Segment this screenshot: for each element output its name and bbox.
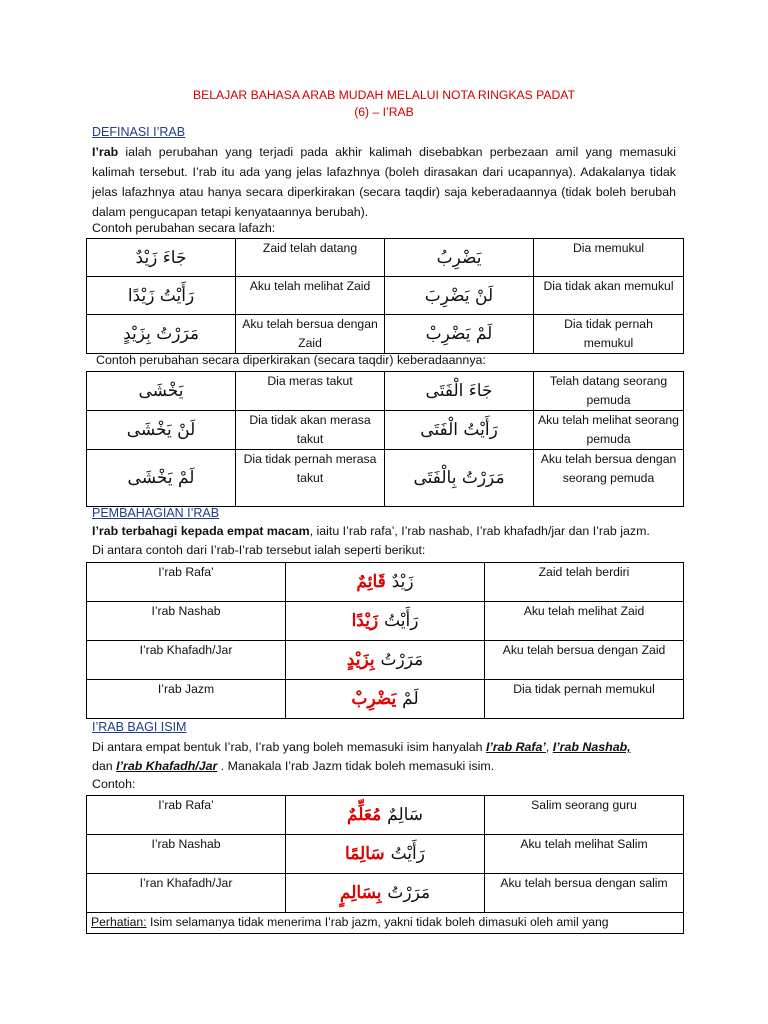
meaning-cell: Aku telah melihat seorang pemuda bbox=[534, 411, 684, 450]
table-row bbox=[87, 835, 684, 874]
arabic-plain: لَمْ bbox=[402, 689, 419, 709]
example2-label: Contoh perubahan secara diperkirakan (secara taqdir) keberadaannya: bbox=[96, 353, 486, 367]
arabic-cell: رَأَيْتُ الْفَتَى bbox=[385, 411, 534, 450]
arabic-cell: جَاءَ الْفَتَى bbox=[385, 372, 534, 411]
arabic-highlight: بِسَالِمٍ bbox=[339, 883, 382, 903]
irab-name-cell: I’rab Nashab bbox=[87, 602, 286, 641]
meaning-cell: Aku telah melihat Zaid bbox=[485, 602, 684, 641]
arabic-cell bbox=[286, 796, 485, 835]
table-row bbox=[87, 563, 684, 602]
isim-line2 bbox=[92, 759, 494, 773]
arabic-cell: مَرَرْتُ بِزَيْدٍ bbox=[87, 315, 236, 354]
table-row-note bbox=[87, 913, 684, 934]
arabic-highlight: زَيْدًا bbox=[351, 611, 379, 631]
meaning-cell: Aku telah bersua dengan Zaid bbox=[236, 315, 385, 354]
arabic-cell: رَأَيْتُ زَيْدًا bbox=[87, 277, 236, 315]
table-row bbox=[87, 796, 684, 835]
arabic-cell: يَخْشَى bbox=[87, 372, 236, 411]
arabic-cell: مَرَرْتُ بِالْفَتَى bbox=[385, 450, 534, 507]
irab-name-cell: I’rab Nashab bbox=[87, 835, 286, 874]
meaning-cell: Dia tidak akan merasa takut bbox=[236, 411, 385, 450]
pembahagian-line2: Di antara contoh dari I’rab-I’rab tersebut ialah seperti berikut: bbox=[92, 543, 426, 557]
meaning-cell: Aku telah bersua dengan salim bbox=[485, 874, 684, 913]
arabic-plain: زَيْدٌ bbox=[391, 572, 414, 592]
table-row bbox=[87, 372, 684, 411]
table-row bbox=[87, 641, 684, 680]
arabic-highlight: مُعَلِّمٌ bbox=[346, 805, 382, 825]
meaning-cell: Dia tidak pernah memukul bbox=[534, 315, 684, 354]
arabic-plain: مَرَرْتُ bbox=[380, 650, 424, 670]
arabic-highlight: سَالِمًا bbox=[345, 844, 385, 864]
arabic-cell bbox=[286, 563, 485, 602]
irab-name-cell: I’rab Khafadh/Jar bbox=[87, 641, 286, 680]
meaning-cell: Aku telah bersua dengan Zaid bbox=[485, 641, 684, 680]
meaning-cell: Dia memukul bbox=[534, 239, 684, 277]
definition-paragraph bbox=[92, 142, 676, 222]
isim-text: dan bbox=[92, 759, 117, 773]
table-irab-isim bbox=[86, 795, 684, 934]
arabic-cell: لَنْ يَضْرِبَ bbox=[385, 277, 534, 315]
table-row bbox=[87, 680, 684, 719]
arabic-highlight: يَضْرِبْ bbox=[351, 689, 397, 709]
arabic-cell: لَنْ يَخْشَى bbox=[87, 411, 236, 450]
meaning-cell: Zaid telah datang bbox=[236, 239, 385, 277]
meaning-cell: Dia tidak pernah memukul bbox=[485, 680, 684, 719]
table-row bbox=[87, 315, 684, 354]
meaning-cell: Dia meras takut bbox=[236, 372, 385, 411]
pembahagian-text: , iaitu I’rab rafa’, I’rab nashab, I’rab khafadh/jar dan I’rab jazm. bbox=[309, 524, 650, 538]
arabic-cell: لَمْ يَضْرِبْ bbox=[385, 315, 534, 354]
irab-khafadh-emphasis: I’rab Khafadh/Jar bbox=[116, 759, 218, 773]
arabic-plain: رَأَيْتُ bbox=[384, 611, 419, 631]
heading-pembahagian-irab: PEMBAHAGIAN I’RAB bbox=[92, 506, 220, 520]
arabic-cell: يَضْرِبُ bbox=[385, 239, 534, 277]
table-row bbox=[87, 874, 684, 913]
table-row bbox=[87, 239, 684, 277]
meaning-cell: Salim seorang guru bbox=[485, 796, 684, 835]
arabic-cell bbox=[286, 641, 485, 680]
irab-rafa-emphasis: I’rab Rafa’ bbox=[485, 740, 546, 754]
meaning-cell: Aku telah bersua dengan seorang pemuda bbox=[534, 450, 684, 507]
meaning-cell: Aku telah melihat Salim bbox=[485, 835, 684, 874]
heading-definasi-irab: DEFINASI I’RAB bbox=[92, 125, 186, 139]
arabic-cell bbox=[286, 602, 485, 641]
irab-name-cell: I’rab Jazm bbox=[87, 680, 286, 719]
arabic-plain: مَرَرْتُ bbox=[387, 883, 431, 903]
irab-name-cell: I’rab Rafa’ bbox=[87, 563, 286, 602]
note-label: Perhatian: bbox=[91, 915, 147, 929]
note-cell bbox=[87, 913, 684, 934]
pembahagian-bold: I’rab terbahagi kepada empat macam bbox=[92, 524, 310, 538]
meaning-cell: Telah datang seorang pemuda bbox=[534, 372, 684, 411]
isim-text: . Manakala I’rab Jazm tidak boleh memasuki isim. bbox=[217, 759, 495, 773]
definition-term: I’rab bbox=[92, 145, 119, 159]
arabic-cell: جَاءَ زَيْدٌ bbox=[87, 239, 236, 277]
arabic-highlight: قَائِمٌ bbox=[356, 572, 386, 592]
arabic-cell bbox=[286, 680, 485, 719]
document-subtitle: (6) – I’RAB bbox=[354, 105, 414, 119]
table-row bbox=[87, 450, 684, 507]
pembahagian-line1 bbox=[92, 524, 650, 538]
table-row bbox=[87, 411, 684, 450]
arabic-plain: سَالِمٌ bbox=[387, 805, 424, 825]
irab-nashab-emphasis: I’rab Nashab, bbox=[552, 740, 631, 754]
isim-line1 bbox=[92, 740, 631, 754]
table-row bbox=[87, 277, 684, 315]
arabic-highlight: بِزَيْدٍ bbox=[346, 650, 375, 670]
meaning-cell: Zaid telah berdiri bbox=[485, 563, 684, 602]
irab-name-cell: I’ran Khafadh/Jar bbox=[87, 874, 286, 913]
table-irab-types bbox=[86, 562, 684, 719]
irab-name-cell: I’rab Rafa’ bbox=[87, 796, 286, 835]
table-lafazh-examples bbox=[86, 238, 684, 354]
meaning-cell: Aku telah melihat Zaid bbox=[236, 277, 385, 315]
arabic-cell bbox=[286, 874, 485, 913]
arabic-cell bbox=[286, 835, 485, 874]
note-text: Isim selamanya tidak menerima I’rab jazm, yakni tidak boleh dimasuki oleh amil yang bbox=[146, 915, 609, 929]
isim-text: Di antara empat bentuk I’rab, I’rab yang boleh memasuki isim hanyalah bbox=[92, 740, 486, 754]
contoh-label: Contoh: bbox=[92, 777, 136, 791]
meaning-cell: Dia tidak akan memukul bbox=[534, 277, 684, 315]
example1-label: Contoh perubahan secara lafazh: bbox=[92, 221, 276, 235]
arabic-plain: رَأَيْتُ bbox=[390, 844, 425, 864]
table-row bbox=[87, 602, 684, 641]
meaning-cell: Dia tidak pernah merasa takut bbox=[236, 450, 385, 507]
definition-text: ialah perubahan yang terjadi pada akhir kalimah disebabkan perbezaan amil yang memasuki kalimah tersebut. I’rab itu ada yang jelas lafazhnya (boleh dirasakan dari ucapannya). Adakalanya tidak jelas lafazhnya atau hanya secara diperkirakan (secara taqdir) saja keberadaannya (tidak boleh berubah dalam pengucapan tetapi kenyataannya berubah). bbox=[92, 145, 676, 219]
isim-separator: , bbox=[545, 740, 553, 754]
arabic-cell: لَمْ يَخْشَى bbox=[87, 450, 236, 507]
document-title: BELAJAR BAHASA ARAB MUDAH MELALUI NOTA RINGKAS PADAT bbox=[193, 88, 575, 102]
table-taqdir-examples bbox=[86, 371, 684, 507]
heading-irab-bagi-isim: I’RAB BAGI ISIM bbox=[92, 720, 187, 734]
